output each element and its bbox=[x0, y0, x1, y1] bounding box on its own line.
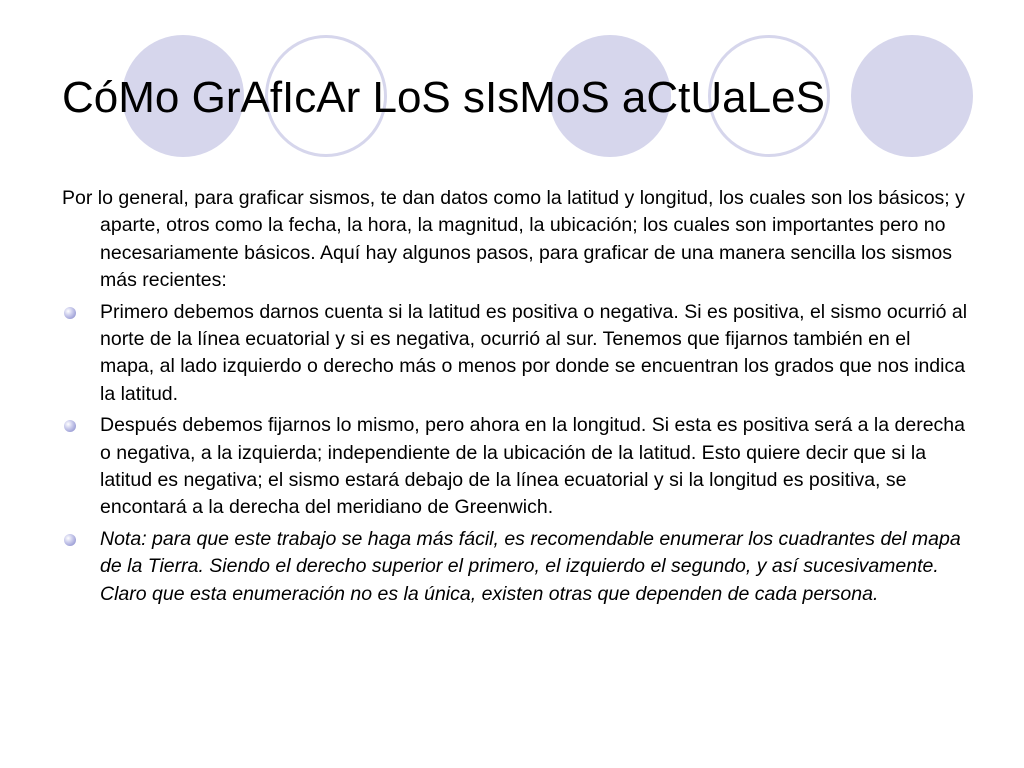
intro-paragraph: Por lo general, para graficar sismos, te dan datos como la latitud y longitud, los cuales son los básicos; y aparte, otros como la fecha, la hora, la magnitud, la ubicación; los cuales son importantes pero no necesariamente básicos. Aquí hay algunos pasos, para graficar de una manera sencilla los sismos más recientes: bbox=[62, 187, 965, 292]
bullet-circle-icon bbox=[64, 420, 76, 432]
slide-title: CóMo GrAfIcAr LoS sIsMoS aCtUaLeS bbox=[62, 73, 825, 122]
bullet-item-1 bbox=[62, 299, 968, 409]
decor-circle-filled-3 bbox=[851, 35, 973, 157]
bullet-circle-icon bbox=[64, 307, 76, 319]
slide-body bbox=[62, 185, 968, 608]
bullet-text-1: Primero debemos darnos cuenta si la latitud es positiva o negativa. Si es positiva, el sismo ocurrió al norte de la línea ecuatorial y si es negativa, ocurrió al sur. Tenemos que fijarnos también en el mapa, al lado izquierdo o derecho más o menos por donde se encuentran los grados que nos indica la latitud. bbox=[100, 300, 968, 405]
bullet-text-2: Después debemos fijarnos lo mismo, pero ahora en la longitud. Si esta es positiva será a la derecha o negativa, a la izquierda; independiente de la ubicación de la latitud. Esto quiere decir que si la latitud es negativa; el sismo estará debajo de la línea ecuatorial y si la longitud es positiva, se encontará a la derecha del meridiano de Greenwich. bbox=[100, 414, 965, 519]
bullet-item-3 bbox=[62, 526, 968, 608]
bullet-circle-icon bbox=[64, 534, 76, 546]
bullet-text-3: Nota: para que este trabajo se haga más fácil, es recomendable enumerar los cuadrantes del mapa de la Tierra. Siendo el derecho superior el primero, el izquierdo el segundo, y así sucesivamente. Claro que esta enumeración no es la única, existen otras que dependen de cada persona. bbox=[100, 527, 961, 605]
bullet-item-2 bbox=[62, 412, 968, 522]
